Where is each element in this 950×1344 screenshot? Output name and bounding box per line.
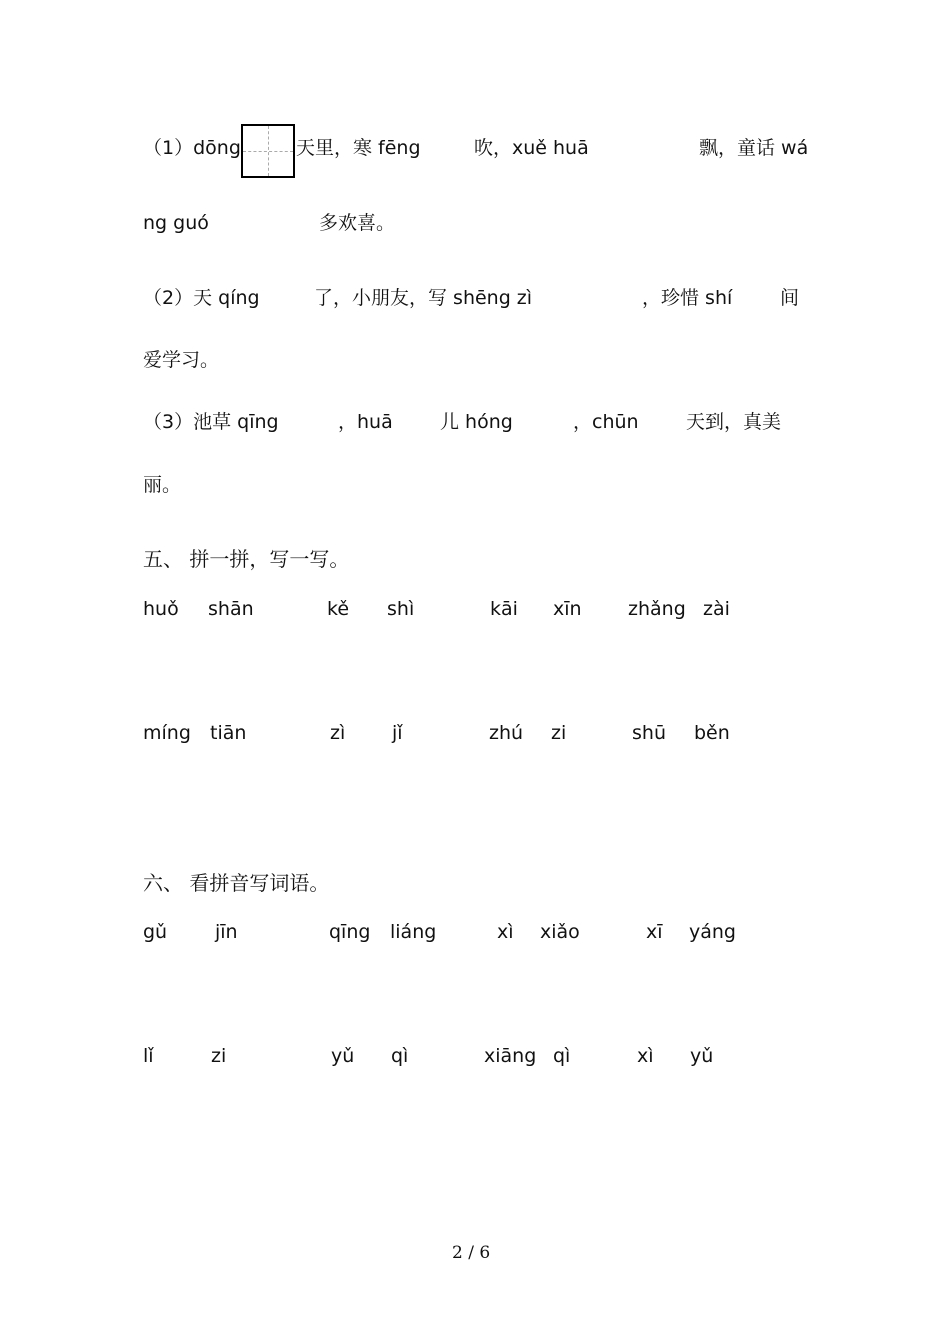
pinyin: zi xyxy=(211,1045,227,1067)
q2-part-3: ，珍惜 shí xyxy=(642,287,733,309)
section-6-title: 六、 看拼音写词语。 xyxy=(143,871,330,895)
pinyin: zì xyxy=(330,722,346,744)
q2-part-5: 爱学习。 xyxy=(143,349,220,371)
q1-part-1: （1）dōng xyxy=(143,137,241,159)
q3-part-5: 天到，真美 xyxy=(686,411,782,433)
pinyin: liáng xyxy=(390,921,437,943)
pinyin: běn xyxy=(694,722,730,744)
q3-part-3: 儿 hóng xyxy=(440,411,513,433)
pinyin: yǔ xyxy=(331,1045,355,1067)
q3-part-1: （3）池草 qīng xyxy=(143,411,279,433)
pinyin: yǔ xyxy=(690,1045,714,1067)
page-number: 2 / 6 xyxy=(452,1243,491,1263)
pinyin: xīn xyxy=(553,598,582,620)
pinyin: zi xyxy=(551,722,567,744)
pinyin: lǐ xyxy=(143,1045,154,1067)
pinyin: kě xyxy=(327,598,350,620)
writing-box[interactable] xyxy=(241,124,295,178)
q2-part-2: 了，小朋友，写 shēng zì xyxy=(314,287,533,309)
section-5-title: 五、 拼一拼，写一写。 xyxy=(143,547,350,571)
q1-part-4: 飘，童话 wá xyxy=(699,137,809,159)
pinyin: jīn xyxy=(215,921,238,943)
pinyin: xì xyxy=(497,921,514,943)
q1-part-2: 天里，寒 fēng xyxy=(296,137,421,159)
pinyin: huǒ xyxy=(143,598,179,620)
pinyin: qīng xyxy=(329,921,371,943)
q3-part-6: 丽。 xyxy=(143,474,182,496)
pinyin: shì xyxy=(387,598,415,620)
pinyin: jǐ xyxy=(392,722,403,744)
q1-part-5: ng guó xyxy=(143,212,209,234)
q2-part-4: 间 xyxy=(780,287,800,309)
pinyin: shān xyxy=(208,598,254,620)
pinyin: xiǎo xyxy=(540,921,580,943)
pinyin: yáng xyxy=(689,921,736,943)
pinyin: xiāng xyxy=(484,1045,537,1067)
pinyin: xī xyxy=(646,921,663,943)
pinyin: kāi xyxy=(490,598,518,620)
q1-part-6: 多欢喜。 xyxy=(319,212,396,234)
q2-part-1: （2）天 qíng xyxy=(143,287,260,309)
q1-part-3: 吹，xuě huā xyxy=(474,137,589,159)
pinyin: qì xyxy=(553,1045,571,1067)
box-guide-vertical xyxy=(268,126,269,176)
q3-part-4: ，chūn xyxy=(573,411,639,433)
pinyin: qì xyxy=(391,1045,409,1067)
pinyin: zài xyxy=(703,598,730,620)
q3-part-2: ，huā xyxy=(338,411,393,433)
pinyin: tiān xyxy=(210,722,247,744)
pinyin: zhú xyxy=(489,722,524,744)
pinyin: xì xyxy=(637,1045,654,1067)
pinyin: shū xyxy=(632,722,666,744)
pinyin: míng xyxy=(143,722,191,744)
pinyin: gǔ xyxy=(143,921,168,943)
pinyin: zhǎng xyxy=(628,598,686,620)
